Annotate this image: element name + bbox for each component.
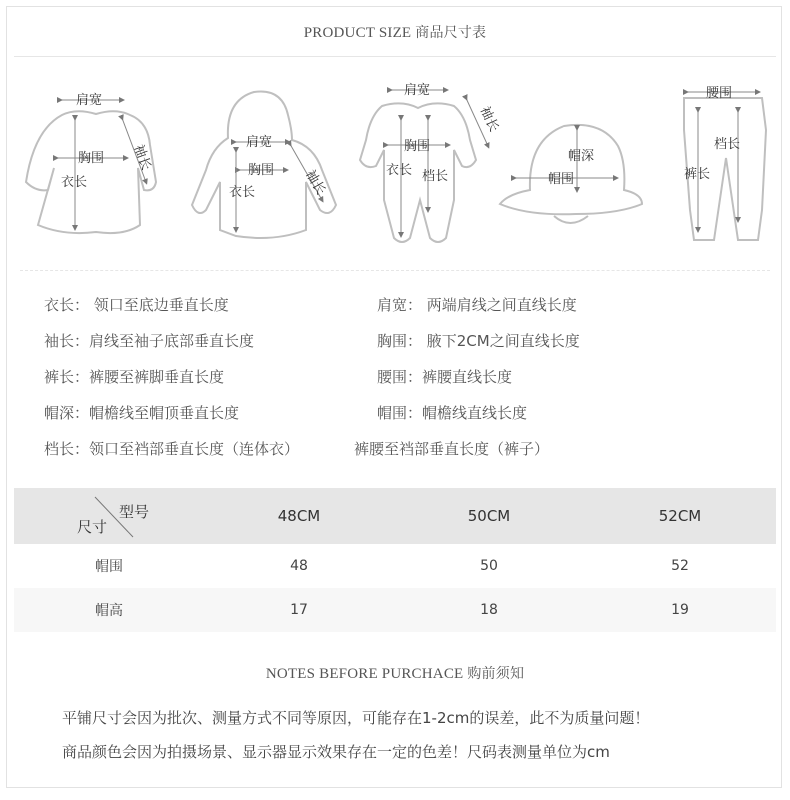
label-shoulder-2: 肩宽 bbox=[246, 135, 273, 150]
definition-row bbox=[44, 330, 764, 354]
product-size-title bbox=[14, 22, 776, 42]
label-hat-depth: 帽深 bbox=[568, 149, 595, 164]
definition-row-crotch bbox=[44, 438, 764, 462]
label-crotch-5: 档长 bbox=[714, 137, 741, 152]
label-chest-2: 胸围 bbox=[248, 163, 275, 178]
row-label: 帽围 bbox=[95, 559, 123, 575]
label-sleeve-2: 袖长 bbox=[302, 167, 328, 198]
table-cell: 48 bbox=[290, 558, 308, 574]
label-chest-3: 胸围 bbox=[404, 139, 431, 154]
label-chest-1: 胸围 bbox=[78, 151, 105, 166]
table-cell: 19 bbox=[584, 588, 776, 632]
corner-model-label: 型号 bbox=[119, 503, 150, 521]
size-table-header bbox=[14, 488, 776, 544]
title-cn: 商品尺寸表 bbox=[415, 25, 487, 41]
size-table bbox=[14, 488, 776, 632]
column-header: 50CM bbox=[394, 488, 584, 544]
definition-right: 腰围：裤腰直线长度 bbox=[377, 368, 513, 386]
definition-row bbox=[44, 402, 764, 426]
table-cell: 17 bbox=[204, 588, 394, 632]
label-hat-circ: 帽围 bbox=[548, 172, 575, 187]
definition-right: 胸围： 腋下2CM之间直线长度 bbox=[377, 332, 580, 350]
label-length-1: 衣长 bbox=[61, 175, 88, 190]
definition-crotch-romper: 档长：领口至裆部垂直长度（连体衣） bbox=[44, 440, 300, 458]
label-sleeve-3: 袖长 bbox=[476, 104, 502, 135]
definition-row bbox=[44, 366, 764, 390]
label-crotch-3: 档长 bbox=[422, 169, 449, 184]
column-header: 48CM bbox=[204, 488, 394, 544]
table-cell: 50 bbox=[480, 558, 498, 574]
column-header: 52CM bbox=[584, 488, 776, 544]
definition-row bbox=[44, 294, 764, 318]
definition-crotch-pants: 裤腰至裆部垂直长度（裤子） bbox=[354, 440, 550, 458]
definition-right: 帽围：帽檐线直线长度 bbox=[377, 404, 528, 422]
note-line: 平铺尺寸会因为批次、测量方式不同等原因，可能存在1-2cm的误差，此不为质量问题！ bbox=[62, 709, 650, 727]
label-pants-length: 裤长 bbox=[684, 167, 711, 182]
illustration-divider bbox=[20, 270, 770, 271]
table-cell: 52 bbox=[671, 558, 689, 574]
definition-right: 肩宽： 两端肩线之间直线长度 bbox=[377, 296, 577, 314]
table-row bbox=[14, 544, 776, 588]
note-line: 商品颜色会因为拍摄场景、显示器显示效果存在一定的色差！尺码表测量单位为cm bbox=[62, 743, 610, 761]
row-label: 帽高 bbox=[14, 588, 204, 632]
label-shoulder-1: 肩宽 bbox=[76, 93, 103, 108]
notes-title-cn: 购前须知 bbox=[467, 666, 525, 682]
table-row bbox=[14, 588, 776, 632]
corner-cell bbox=[14, 488, 204, 544]
label-length-2: 衣长 bbox=[229, 185, 256, 200]
definition-left: 帽深：帽檐线至帽顶垂直长度 bbox=[44, 404, 240, 422]
label-length-3: 衣长 bbox=[386, 163, 413, 178]
measurement-illustrations bbox=[14, 70, 776, 260]
title-en: PRODUCT SIZE bbox=[303, 25, 412, 41]
definition-left: 裤长：裤腰至裤脚垂直长度 bbox=[44, 368, 225, 386]
notes-title bbox=[14, 663, 776, 683]
definition-left: 衣长： 领口至底边垂直长度 bbox=[44, 296, 229, 314]
table-cell: 18 bbox=[394, 588, 584, 632]
corner-size-label: 尺寸 bbox=[77, 518, 108, 536]
title-divider bbox=[14, 56, 776, 57]
label-waist: 腰围 bbox=[706, 86, 733, 101]
definition-left: 袖长：肩线至袖子底部垂直长度 bbox=[44, 332, 255, 350]
notes-title-en: NOTES BEFORE PURCHACE bbox=[265, 666, 464, 682]
label-shoulder-3: 肩宽 bbox=[404, 83, 431, 98]
label-sleeve-1: 袖长 bbox=[130, 142, 154, 173]
